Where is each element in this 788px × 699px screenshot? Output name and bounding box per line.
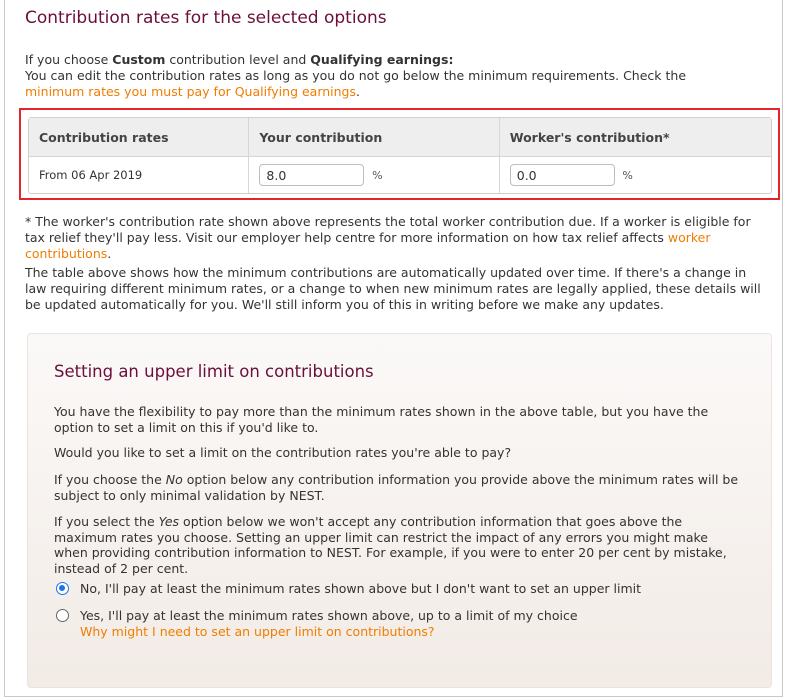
- radio-yes-label[interactable]: Yes, I'll pay at least the minimum rates shown above, up to a limit of my choice: [80, 608, 578, 623]
- page-title: Contribution rates for the selected options: [25, 8, 387, 28]
- page-frame: [4, 0, 783, 697]
- why-upper-limit-link[interactable]: Why might I need to set an upper limit on contributions?: [80, 624, 435, 639]
- upper-limit-para-3: [54, 472, 744, 503]
- upper-limit-panel: [27, 333, 772, 688]
- tax-relief-note-text: .: [107, 246, 112, 261]
- worker-contributions-link[interactable]: worker contributions: [25, 230, 711, 261]
- radio-yes[interactable]: [56, 609, 69, 622]
- row-date-label: From 06 Apr 2019: [29, 157, 249, 193]
- intro-text-part: contribution level and: [165, 52, 311, 67]
- upper-limit-para-2: Would you like to set a limit on the contribution rates you're able to pay?: [54, 445, 512, 460]
- intro-bold-qualifying: Qualifying earnings:: [310, 52, 454, 67]
- column-header-your-contribution: Your contribution: [249, 118, 499, 157]
- table-row: [29, 157, 771, 193]
- minimum-rates-link[interactable]: minimum rates you must pay for Qualifying earnings: [25, 84, 357, 99]
- workers-contribution-input[interactable]: [510, 164, 615, 186]
- intro-text-part: If you choose: [25, 52, 113, 67]
- tax-relief-note: [25, 214, 765, 262]
- intro-text-part: .: [356, 84, 360, 99]
- contribution-rates-table: [28, 117, 772, 194]
- radio-no-label[interactable]: No, I'll pay at least the minimum rates shown above but I don't want to set an upper limit: [80, 581, 641, 596]
- your-contribution-input[interactable]: [259, 164, 364, 186]
- upper-limit-text: If you choose the: [54, 472, 166, 487]
- percent-label: %: [372, 168, 383, 182]
- automatic-update-info: The table above shows how the minimum contributions are automatically updated over time. If there's a change in law requiring different minimum rates, or a change to when new minimum rates are legally applied, these details will be updated automatically for you. We'll still inform you of this in writing before we make any updates.: [25, 265, 761, 312]
- upper-limit-text: option below we won't accept any contribution information that goes above the maximum rates you choose. Setting an upper limit can restrict the impact of any errors you might make when providing contribution information to NEST. For example, if you were to enter 20 per cent by mistake, instead of 2 per cent.: [54, 514, 727, 576]
- upper-limit-para-1: You have the flexibility to pay more than the minimum rates shown in the above table, but you have the option to set a limit on this if you'd like to.: [54, 404, 709, 435]
- column-header-contribution-rates: Contribution rates: [29, 118, 249, 157]
- percent-label: %: [622, 168, 633, 182]
- upper-limit-text: option below any contribution information you provide above the minimum rates will be subject to only minimal validation by NEST.: [54, 472, 739, 503]
- tax-relief-note-text: * The worker's contribution rate shown above represents the total worker contribution due. If a worker is eligible for tax relief they'll pay less. Visit our employer help centre for more information on how tax relief affects: [25, 214, 751, 245]
- upper-limit-para-4: [54, 514, 744, 576]
- workers-contribution-cell: [500, 157, 771, 193]
- intro-bold-custom: Custom: [112, 52, 166, 67]
- radio-no[interactable]: [56, 582, 69, 595]
- upper-limit-em-no: No: [165, 472, 183, 487]
- your-contribution-cell: [249, 157, 499, 193]
- upper-limit-em-yes: Yes: [158, 514, 180, 529]
- intro-text: [25, 52, 765, 100]
- intro-text-line2: You can edit the contribution rates as long as you do not go below the minimum requirements. Check the: [25, 68, 687, 83]
- upper-limit-text: If you select the: [54, 514, 159, 529]
- upper-limit-title: Setting an upper limit on contributions: [54, 362, 374, 381]
- column-header-workers-contribution: Worker's contribution*: [500, 118, 771, 157]
